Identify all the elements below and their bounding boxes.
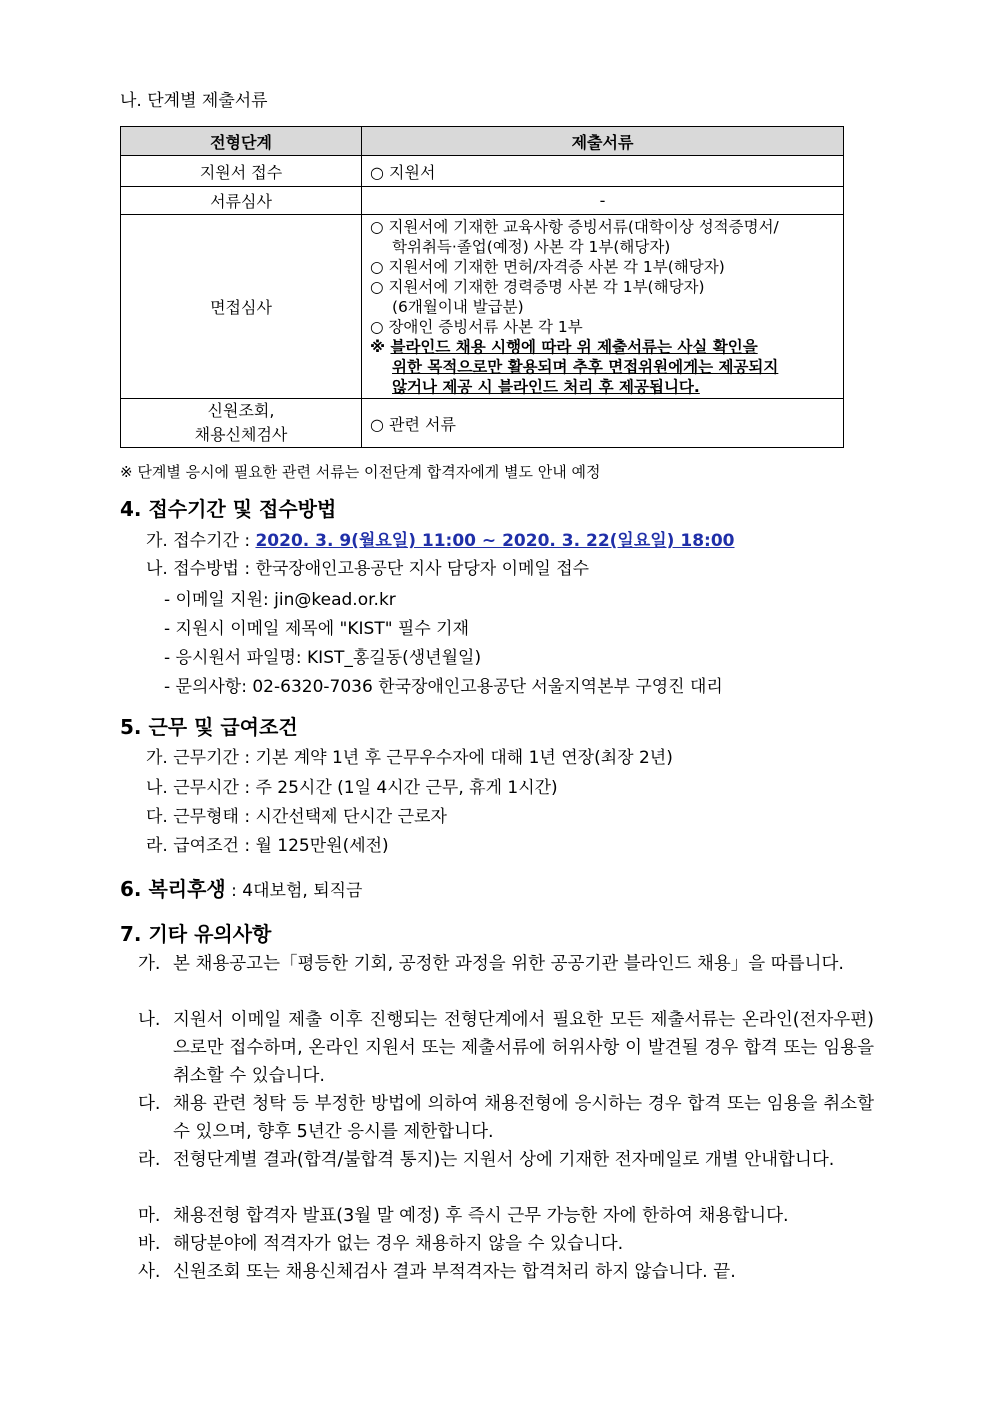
period-row (146, 530, 735, 552)
section-5-title: 5. 근무 및 급여조건 (120, 715, 298, 739)
doc-line: ○ 장애인 증빙서류 사본 각 1부 (370, 317, 583, 336)
docs-cell: - (362, 187, 844, 215)
method-item: - 지원시 이메일 제목에 "KIST" 필수 기재 (164, 619, 470, 639)
stage-line: 채용신체검사 (194, 425, 288, 444)
notice-item (138, 1146, 874, 1174)
notice-label: 마. (138, 1206, 161, 1226)
notice-text: 해당분야에 적격자가 없는 경우 채용하지 않을 수 있습니다. (173, 1234, 624, 1254)
doc-line: 학위취득·졸업(예정) 사본 각 1부(해당자) (392, 237, 671, 256)
notice-text: 지원서 이메일 제출 이후 진행되는 전형단계에서 필요한 모든 제출서류는 온라인(전자우편)으로만 접수하며, 온라인 지원서 또는 제출서류에 허위사항 이 발견될 경우 합격 또는 임용을 취소할 수 있습니다. (173, 1010, 874, 1086)
section-6-tail: : 4대보험, 퇴직금 (225, 881, 363, 901)
stage-cell: 면접심사 (121, 215, 362, 399)
notice-label: 사. (138, 1262, 161, 1282)
period-label: 가. 접수기간 : (146, 531, 256, 551)
stage-cell (121, 399, 362, 448)
method-item: - 이메일 지원: jin@kead.or.kr (164, 590, 396, 610)
note-line: 않거나 제공 시 블라인드 처리 후 제공됩니다. (392, 377, 700, 396)
submission-table (120, 126, 844, 448)
table-header-docs: 제출서류 (362, 127, 844, 156)
notice-label: 다. (138, 1094, 161, 1114)
notice-label: 나. (138, 1010, 161, 1030)
stage-cell: 지원서 접수 (121, 156, 362, 187)
table-row (121, 187, 844, 215)
notice-label: 가. (138, 954, 161, 974)
notice-text: 채용 관련 청탁 등 부정한 방법에 의하여 채용전형에 응시하는 경우 합격 또는 임용을 취소할 수 있으며, 향후 5년간 응시를 제한합니다. (173, 1094, 874, 1142)
section-7-title: 7. 기타 유의사항 (120, 922, 272, 946)
table-header-stage: 전형단계 (121, 127, 362, 156)
table-note: ※ 단계별 응시에 필요한 관련 서류는 이전단계 합격자에게 별도 안내 예정 (120, 463, 601, 481)
doc-line: ○ 지원서에 기재한 경력증명 사본 각 1부(해당자) (370, 277, 705, 296)
docs-cell (362, 215, 844, 399)
doc-line: ○ 지원서에 기재한 면허/자격증 사본 각 1부(해당자) (370, 257, 725, 276)
notice-text: 본 채용공고는「평등한 기회, 공정한 과정을 위한 공공기관 블라인드 채용」을 따릅니다. (173, 954, 844, 974)
notice-label: 바. (138, 1234, 161, 1254)
note-line: 위한 목적으로만 활용되며 추후 면접위원에게는 제공되지 (392, 357, 779, 376)
work-item: 가. 근무기간 : 기본 계약 1년 후 근무우수자에 대해 1년 연장(최장 2년) (146, 748, 673, 768)
notice-item (138, 1230, 874, 1258)
work-item: 나. 근무시간 : 주 25시간 (1일 4시간 근무, 휴게 1시간) (146, 778, 558, 798)
section-4-title: 4. 접수기간 및 접수방법 (120, 497, 337, 521)
notice-item (138, 950, 874, 978)
notice-item (138, 1006, 874, 1090)
notice-item (138, 1258, 874, 1286)
doc-line: (6개월이내 발급분) (392, 297, 524, 316)
stage-line: 신원조회, (207, 401, 275, 420)
work-item: 다. 근무형태 : 시간선택제 단시간 근로자 (146, 807, 447, 827)
notice-item (138, 1202, 874, 1230)
section-6-title: 6. 복리후생 (120, 877, 226, 901)
notice-label: 라. (138, 1150, 161, 1170)
table-row (121, 215, 844, 399)
blind-note (370, 337, 843, 357)
section-title-na: 나. 단계별 제출서류 (120, 91, 268, 111)
table-row (121, 399, 844, 448)
notice-text: 전형단계별 결과(합격/불합격 통지)는 지원서 상에 기재한 전자메일로 개별 안내합니다. (173, 1150, 835, 1170)
docs-cell: ○ 관련 서류 (362, 399, 844, 448)
notice-text: 신원조회 또는 채용신체검사 결과 부적격자는 합격처리 하지 않습니다. 끝. (173, 1262, 736, 1282)
note-line: 블라인드 채용 시행에 따라 위 제출서류는 사실 확인을 (390, 337, 758, 356)
period-value: 2020. 3. 9(월요일) 11:00 ~ 2020. 3. 22(일요일) 18:00 (255, 531, 735, 551)
docs-cell: ○ 지원서 (362, 156, 844, 187)
method-item: - 응시원서 파일명: KIST_홍길동(생년월일) (164, 648, 482, 668)
work-item: 라. 급여조건 : 월 125만원(세전) (146, 836, 389, 856)
section-6 (120, 876, 362, 904)
notice-item (138, 1090, 874, 1146)
notice-text: 채용전형 합격자 발표(3월 말 예정) 후 즉시 근무 가능한 자에 한하여 채용합니다. (173, 1206, 789, 1226)
stage-cell: 서류심사 (121, 187, 362, 215)
method-row: 나. 접수방법 : 한국장애인고용공단 지사 담당자 이메일 접수 (146, 559, 590, 579)
method-item: - 문의사항: 02-6320-7036 한국장애인고용공단 서울지역본부 구영진 대리 (164, 677, 723, 697)
doc-line: ○ 지원서에 기재한 교육사항 증빙서류(대학이상 성적증명서/ (370, 217, 779, 236)
note-mark: ※ (370, 337, 386, 356)
table-row (121, 156, 844, 187)
